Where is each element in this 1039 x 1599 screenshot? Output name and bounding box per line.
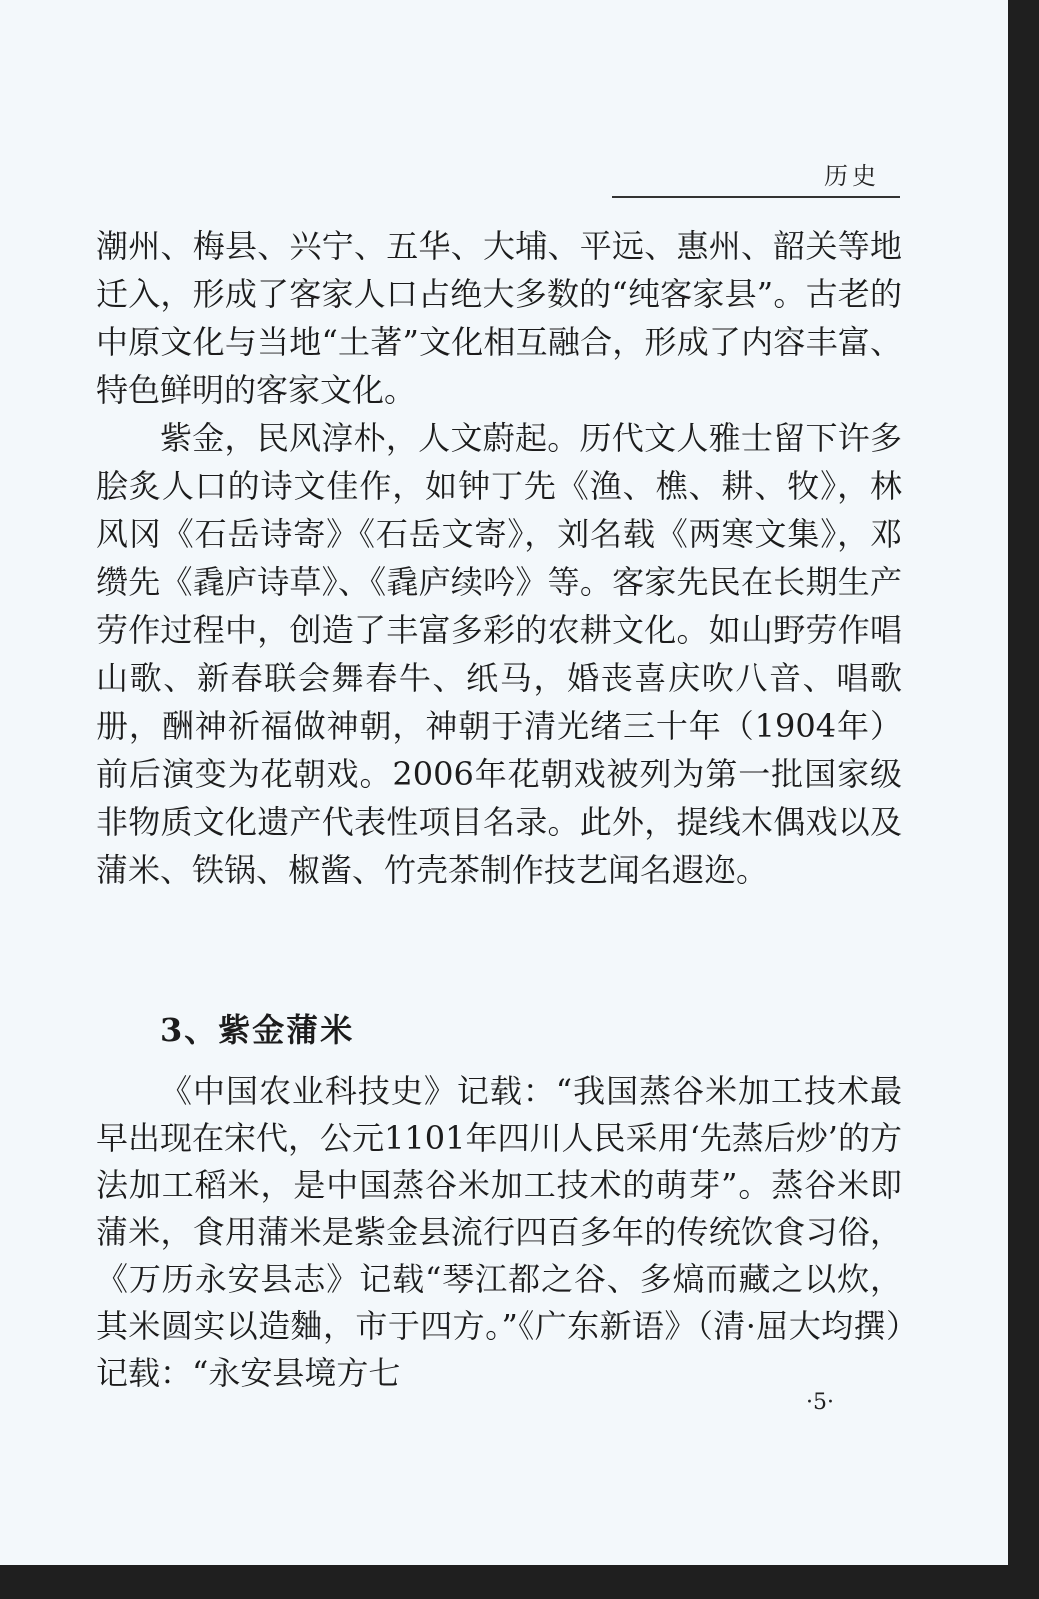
paragraph-continuation: 潮州、梅县、兴宁、五华、大埔、平远、惠州、韶关等地迁入，形成了客家人口占绝大多数的“纯客家县”。古老的中原文化与当地“土著”文化相互融合，形成了内容丰富、特色鲜明的客家文化。 [96, 227, 902, 409]
text-block-lower [96, 1068, 902, 1397]
section-heading: 3、紫金蒲米 [160, 1011, 355, 1049]
paragraph-pumi-history: 《中国农业科技史》记载：“我国蒸谷米加工技术最早出现在宋代，公元1101年四川人民采用‘先蒸后炒’的方法加工稻米，是中国蒸谷米加工技术的萌芽”。蒸谷米即蒲米，食用蒲米是紫金县流行四百多年的传统饮食习俗，《万历永安县志》记载“琴江都之谷、多熇而藏之以炊，其米圆实以造麯，市于四方。”《广东新语》（清·屈大均撰）记载：“永安县境方七 [96, 1072, 902, 1392]
page-number: ·5· [806, 1390, 834, 1415]
paragraph-zijin-culture: 紫金，民风淳朴，人文蔚起。历代文人雅士留下许多脍炙人口的诗文佳作，如钟丁先《渔、樵、耕、牧》，林风冈《石岳诗寄》《石岳文寄》，刘名载《两寒文集》，邓缵先《毳庐诗草》、《毳庐续吟》等。客家先民在长期生产劳作过程中，创造了丰富多彩的农耕文化。如山野劳作唱山歌、新春联会舞春牛、纸马，婚丧喜庆吹八音、唱歌册，酬神祈福做神朝，神朝于清光绪三十年（1904年）前后演变为花朝戏。2006年花朝戏被列为第一批国家级非物质文化遗产代表性项目名录。此外，提线木偶戏以及蒲米、铁锅、椒酱、竹壳茶制作技艺闻名遐迩。 [96, 419, 902, 889]
text-block-upper [96, 222, 902, 894]
running-head: 历史 [612, 158, 900, 198]
